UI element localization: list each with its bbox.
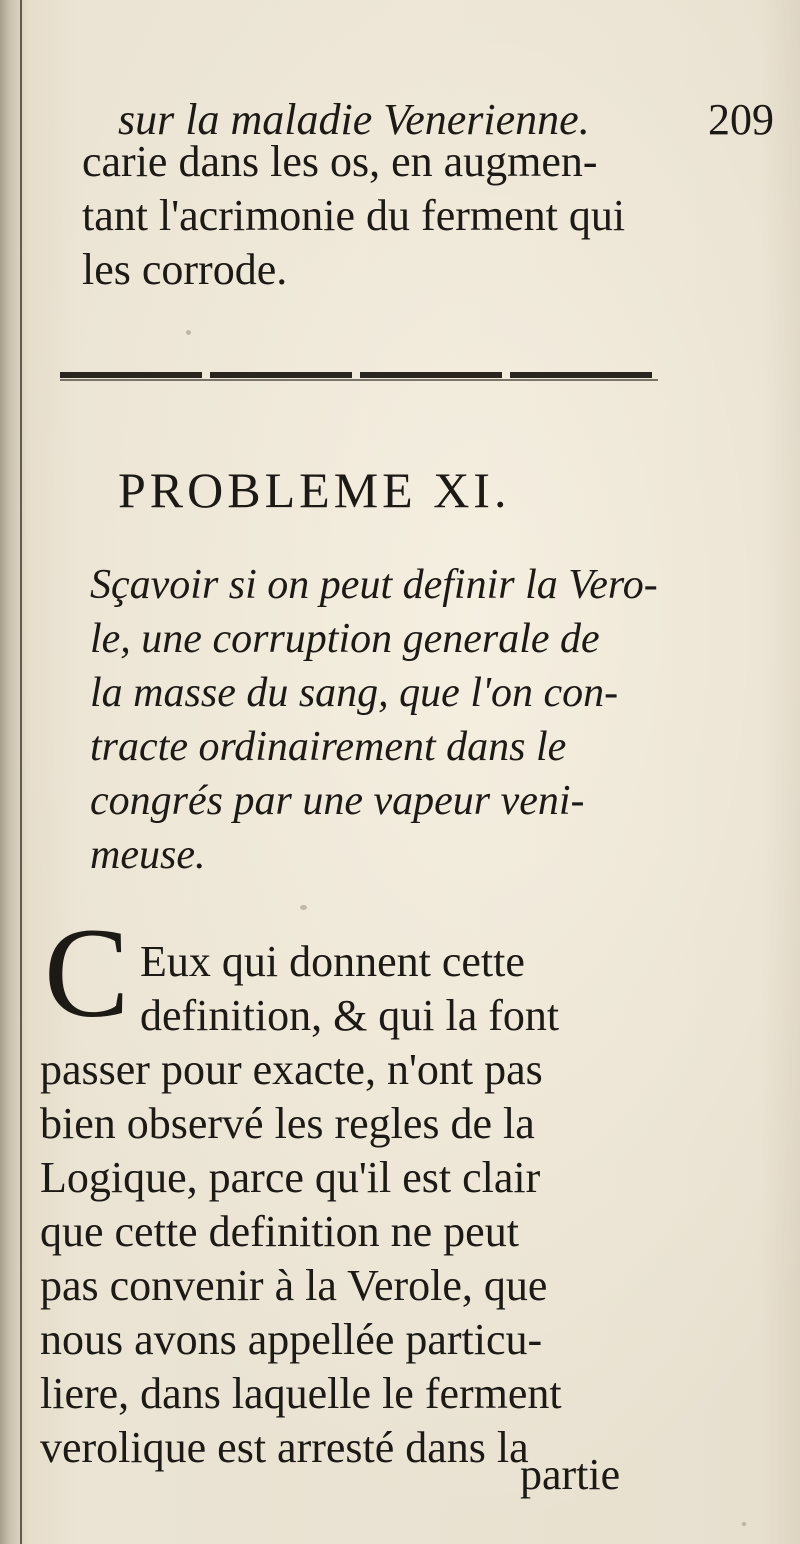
running-head-title: sur la maladie Venerienne. xyxy=(118,95,590,144)
text-line: tant l'acrimonie du ferment qui xyxy=(82,191,626,240)
continued-paragraph xyxy=(82,135,662,297)
body-line: que cette definition ne peut xyxy=(40,1207,519,1256)
binding-edge xyxy=(0,0,26,1544)
section-rule-thin xyxy=(60,379,658,381)
body-line: verolique est arresté dans la xyxy=(40,1423,529,1472)
body-line: definition, & qui la font xyxy=(140,991,560,1040)
text-line: carie dans les os, en augmen- xyxy=(82,137,598,186)
catchword: partie xyxy=(520,1450,621,1499)
problem-title xyxy=(90,558,670,882)
title-line: le, une corruption generale de xyxy=(90,616,600,662)
body-line: nous avons appellée particu- xyxy=(40,1315,543,1364)
binding-line xyxy=(20,0,22,1544)
body-line: Logique, parce qu'il est clair xyxy=(40,1153,541,1202)
problem-heading: PROBLEME XI. xyxy=(118,462,511,518)
body-line: bien observé les regles de la xyxy=(40,1099,535,1148)
title-line: meuse. xyxy=(90,832,206,878)
body-paragraph xyxy=(40,935,660,1475)
title-line: la masse du sang, que l'on con- xyxy=(90,670,619,716)
paper-speck xyxy=(742,1522,746,1526)
paper-speck xyxy=(186,330,191,335)
page-number: 209 xyxy=(708,95,774,144)
body-line: passer pour exacte, n'ont pas xyxy=(40,1045,543,1094)
title-line: tracte ordinairement dans le xyxy=(90,724,567,770)
paper-speck xyxy=(300,905,307,910)
body-line: pas convenir à la Verole, que xyxy=(40,1261,548,1310)
title-line: Sçavoir si on peut definir la Vero- xyxy=(90,562,658,608)
drop-cap: C xyxy=(44,902,130,1044)
title-line: congrés par une vapeur veni- xyxy=(90,778,585,824)
body-line: Eux qui donnent cette xyxy=(140,937,525,986)
section-rule xyxy=(60,372,658,378)
text-line: les corrode. xyxy=(82,245,288,294)
body-line: liere, dans laquelle le ferment xyxy=(40,1369,562,1418)
